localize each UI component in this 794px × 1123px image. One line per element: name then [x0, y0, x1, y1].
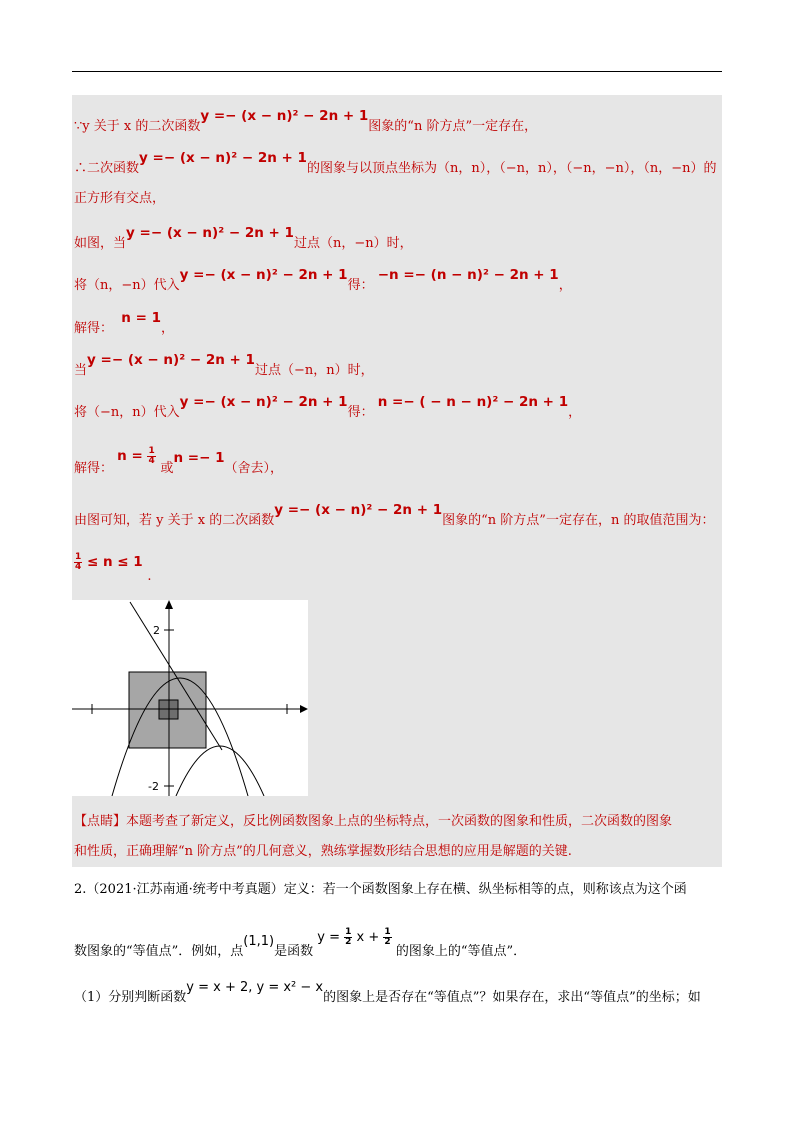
equation: y =− (x − n)² − 2n + 1 [179, 394, 348, 410]
fraction [147, 447, 155, 466]
equation: n = 1 [121, 310, 161, 326]
text: ∴二次函数 [74, 161, 140, 176]
equation: y =− (x − n)² − 2n + 1 [179, 267, 348, 283]
y-axis-arrow [165, 600, 173, 609]
equation: y =− (x − n)² − 2n + 1 [126, 225, 294, 241]
frac-den: 2 [384, 937, 391, 947]
text: 本题考查了新定义，反比例函数图象上点的坐标特点，一次函数的图象和性质，二次函数的图象 [126, 814, 673, 829]
text: 过点（−n，n）时， [254, 363, 374, 378]
frac-num: 1 [148, 445, 155, 456]
solution-line-8 [74, 445, 284, 479]
x-axis-arrow [300, 705, 308, 713]
text: 解得： [74, 321, 114, 336]
text: （舍去）， [224, 461, 284, 476]
text: 将（n，−n）代入 [74, 278, 180, 293]
text: 的图象上的“等值点”． [395, 944, 527, 959]
text: 解得： [74, 461, 114, 476]
frac-num: 1 [345, 927, 352, 937]
comment-line-1 [74, 812, 672, 832]
graph-figure [72, 600, 308, 796]
comment-tag: 【点睛】 [74, 814, 127, 829]
frac-num: 1 [384, 927, 391, 937]
equation [117, 445, 160, 466]
solution-line-2 [74, 150, 717, 179]
y-label-bottom: -2 [148, 780, 159, 793]
frac-num: 1 [75, 551, 82, 562]
text: 的图象上是否存在“等值点”？如果存在，求出“等值点”的坐标；如 [323, 990, 701, 1005]
frac-den: 4 [148, 455, 155, 466]
solution-line-6 [74, 352, 374, 381]
point: (1,1) [243, 934, 275, 949]
text: 当 [74, 363, 88, 378]
solution-line-10 [74, 551, 152, 584]
text: 如图，当 [74, 236, 127, 251]
frac-den: 4 [75, 561, 82, 572]
text: 过点（n，−n）时， [293, 236, 413, 251]
equation: n =− 1 [173, 450, 225, 466]
text: 图象的“n 阶方点”一定存在，n 的取值范围为： [442, 513, 715, 528]
text: 得： [347, 405, 374, 420]
solution-line-7 [74, 394, 582, 423]
fraction [74, 553, 82, 572]
equation: y =− (x − n)² − 2n + 1 [87, 352, 255, 368]
equation [74, 551, 147, 572]
fraction [383, 928, 391, 947]
text: 将（−n，n）代入 [74, 405, 180, 420]
text: 得： [347, 278, 374, 293]
text: 是函数 [274, 944, 314, 959]
solution-line-3 [74, 225, 413, 254]
problem2-line-3 [74, 980, 701, 1008]
text: . [147, 569, 152, 584]
frac-den: 2 [345, 937, 352, 947]
text: 数图象的“等值点”．例如，点 [74, 944, 244, 959]
text: 的图象与以顶点坐标为（n，n），（−n，n），（−n，−n），（n，−n）的 [306, 161, 717, 176]
text: ， [161, 321, 175, 336]
function-expression [317, 927, 396, 947]
fn-mid: x + [356, 930, 380, 945]
eq-lhs: n = [117, 448, 143, 464]
text: （1）分别判断函数 [74, 990, 187, 1005]
equation: y = x + 2, y = x² − x [186, 980, 324, 995]
solution-line-2b: 正方形有交点， [74, 191, 166, 206]
fraction [344, 928, 352, 947]
y-label-top: 2 [153, 624, 160, 637]
equation: n =− ( − n − n)² − 2n + 1 [377, 394, 569, 410]
comment-line-2: 和性质，正确理解“n 阶方点”的几何意义，熟练掌握数形结合思想的应用是解题的关键. [74, 844, 572, 859]
solution-line-1 [74, 108, 538, 137]
solution-line-5 [74, 310, 175, 339]
fn-lhs: y = [317, 930, 340, 945]
problem2-line-1: 2.（2021·江苏南通·统考中考真题）定义：若一个函数图象上存在横、纵坐标相等的点，则称该点为这个函 [74, 882, 687, 897]
text: ， [568, 405, 582, 420]
text: 图象的“n 阶方点”一定存在， [368, 119, 538, 134]
equation: y =− (x − n)² − 2n + 1 [274, 502, 443, 518]
equation: y =− (x − n)² − 2n + 1 [139, 150, 307, 166]
eq-body: ≤ n ≤ 1 [86, 554, 143, 570]
text: 由图可知，若 y 关于 x 的二次函数 [74, 513, 275, 528]
text: ∵y 关于 x 的二次函数 [74, 119, 201, 134]
solution-line-9 [74, 502, 715, 531]
equation: −n =− (n − n)² − 2n + 1 [377, 267, 559, 283]
problem2-line-2 [74, 927, 527, 962]
equation: y =− (x − n)² − 2n + 1 [200, 108, 369, 124]
header-rule [72, 71, 722, 72]
text: 或 [160, 461, 174, 476]
solution-line-4 [74, 267, 572, 296]
text: ， [558, 278, 572, 293]
parabola-2 [176, 746, 264, 796]
graph-svg [72, 600, 308, 796]
